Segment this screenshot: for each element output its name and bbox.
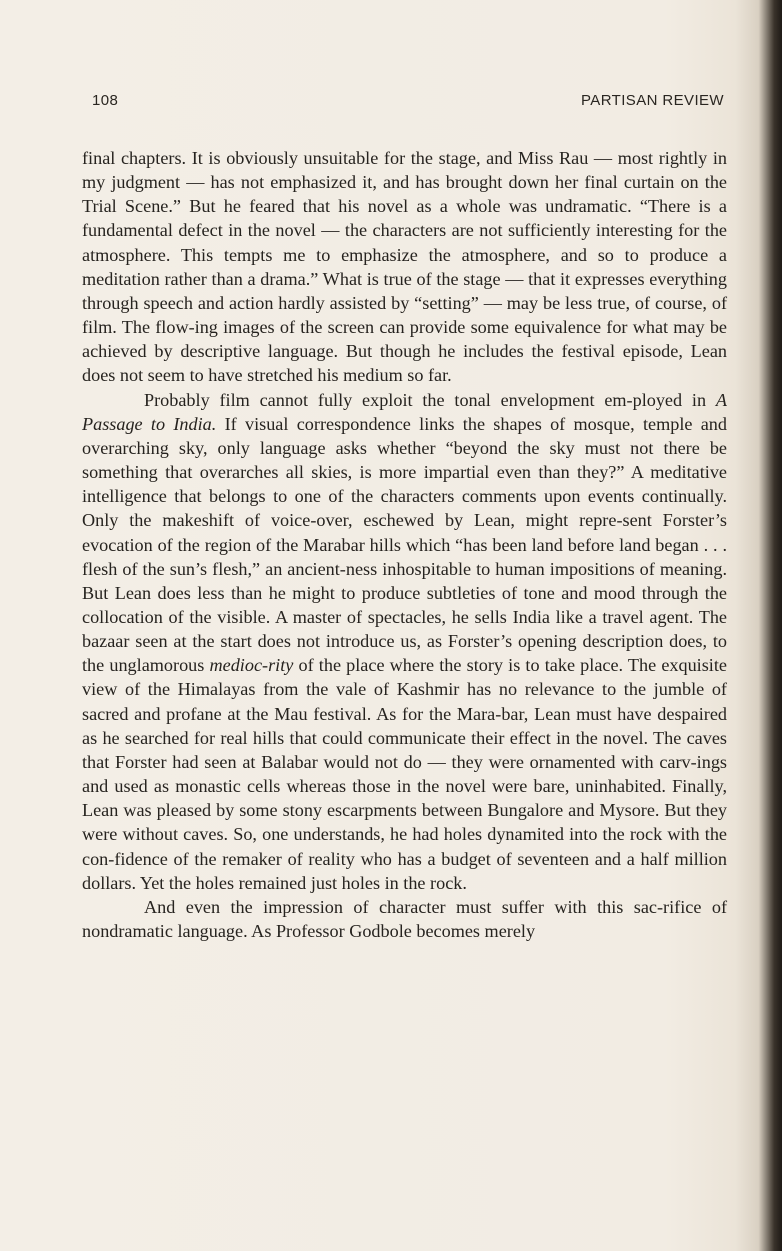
book-title-italic: A Passage to India. <box>82 389 727 434</box>
page-header <box>92 92 724 114</box>
paragraph-3 <box>82 895 727 943</box>
running-head: PARTISAN REVIEW <box>581 92 724 109</box>
page-number: 108 <box>92 92 119 109</box>
paragraph-2-text-a: Probably film cannot fully exploit the tonal envelopment em-ployed in <box>144 389 716 410</box>
paragraph-2-text-b: If visual correspondence links the shapes of mosque, temple and overarching sky, only language asks whether “beyond the sky must not there be something that overarches all skies, is more impartial even than they?” A meditative intelligence that belongs to one of the characters comments upon events continually. Only the makeshift of voice-over, eschewed by Lean, might repre-sent Forster’s evocation of the region of the Marabar hills which “has been land before land began . . . flesh of the sun’s flesh,” an ancient-ness inhospitable to human impositions of meaning. But Lean does less than he might to produce subtleties of tone and mood through the collocation of the visible. A master of spectacles, he sells India like a travel agent. The bazaar seen at the start does not introduce us, as Forster’s opening description does, to the unglamorous <box>82 413 727 676</box>
paragraph-3-text: And even the impression of character must suffer with this sac-rifice of nondramatic language. As Professor Godbole becomes merely <box>82 896 727 941</box>
paragraph-1 <box>82 146 727 388</box>
paragraph-2-text-c: of the place where the story is to take place. The exquisite view of the Himalayas from the vale of Kashmir has no relevance to the jumble of sacred and profane at the Mau festival. As for the Mara-bar, Lean must have despaired as he searched for real hills that could communicate their effect in the novel. The caves that Forster had seen at Balabar would not do — they were ornamented with carv-ings and used as monastic cells whereas those in the novel were bare, uninhabited. Finally, Lean was pleased by some stony escarpments between Bungalore and Mysore. But they were without caves. So, one understands, he had holes dynamited into the rock with the con-fidence of the remaker of reality who has a budget of seventeen and a half million dollars. Yet the holes remained just holes in the rock. <box>82 655 727 893</box>
paragraph-1-text: final chapters. It is obviously unsuitable for the stage, and Miss Rau — most rightly in my judgment — has not emphasized it, and has brought down her final curtain on the Trial Scene.” But he feared that his novel as a whole was undramatic. “There is a fundamental defect in the novel — the characters are not sufficiently interesting for the atmosphere. This tempts me to emphasize the atmosphere, and so to produce a meditation rather than a drama.” What is true of the stage — that it expresses everything through speech and action hardly assisted by “setting” — may be less true, of course, of film. The flow-ing images of the screen can provide some equivalence for what may be achieved by descriptive language. But though he includes the festival episode, Lean does not seem to have stretched his medium so far. <box>82 148 727 386</box>
paragraph-2 <box>82 388 727 895</box>
mediocrity-italic: medioc-rity <box>209 655 294 676</box>
body-text <box>82 146 727 943</box>
